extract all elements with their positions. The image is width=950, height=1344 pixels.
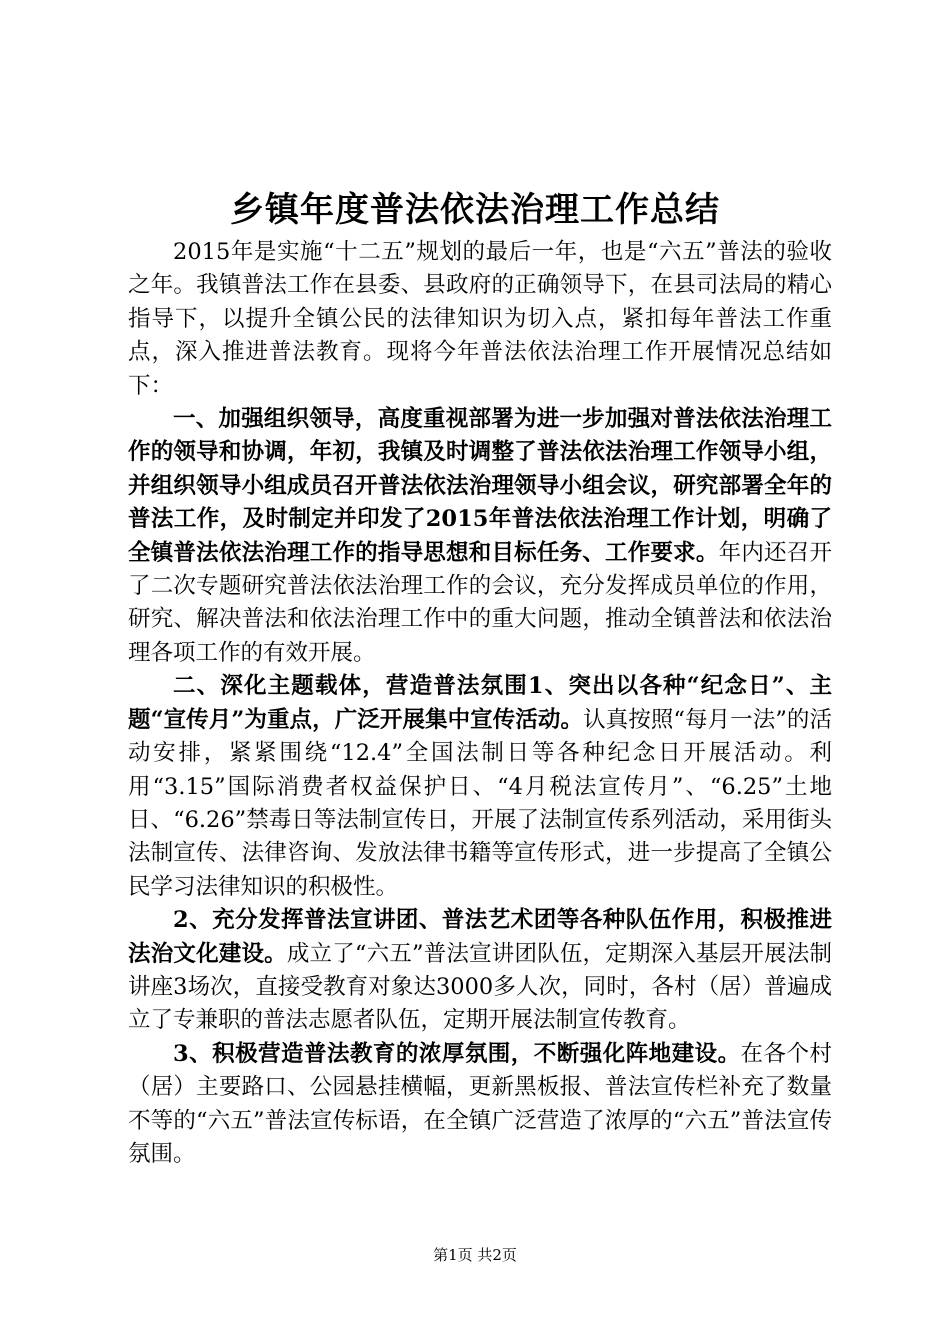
section-2-heading: 二、深化主题载体，营造普法氛围1、突出以各种“纪念日”、主题“宣传月”为重点，广泛开展集中宣传活动。: [128, 673, 832, 733]
section-1-body: 年内还召开了二次专题研究普法依法治理工作的会议，充分发挥成员单位的作用，研究、解决普法和依法治理工作中的重大问题，推动全镇普法和依法治理各项工作的有效开展。: [128, 539, 832, 666]
section-1-heading: 一、加强组织领导，高度重视部署为进一步加强对普法依法治理工作的领导和协调，年初，我镇及时调整了普法依法治理工作领导小组，并组织领导小组成员召开普法依法治理领导小组会议，研究部署全年的普法工作，及时制定并印发了2015年普法依法治理工作计划，明确了全镇普法依法治理工作的指导思想和目标任务、工作要求。: [128, 406, 832, 566]
item-2-paragraph: [128, 904, 832, 1038]
intro-paragraph: 2015年是实施“十二五”规划的最后一年，也是“六五”普法的验收之年。我镇普法工作在县委、县政府的正确领导下，在县司法局的精心指导下，以提升全镇公民的法律知识为切入点，紧扣每年普法工作重点，深入推进普法教育。现将今年普法依法治理工作开展情况总结如下：: [128, 239, 832, 399]
item-2-body: 成立了“六五”普法宣讲团队伍，定期深入基层开展法制讲座3场次，直接受教育对象达3000多人次，同时，各村（居）普遍成立了专兼职的普法志愿者队伍，定期开展法制宣传教育。: [128, 940, 832, 1034]
document-body: [128, 236, 832, 1171]
item-3-heading: 3、积极营造普法教育的浓厚氛围，不断强化阵地建设。: [173, 1040, 741, 1067]
section-1-paragraph: [128, 403, 832, 670]
page-footer: 第1页 共2页: [433, 1246, 517, 1264]
section-2-body: 认真按照“每月一法”的活动安排，紧紧围绕“12.4”全国法制日等各种纪念日开展活动。利用“3.15”国际消费者权益保护日、“4月税法宣传月”、“6.25”土地日、“6.26”禁毒日等法制宣传日，开展了法制宣传系列活动，采用街头法制宣传、法律咨询、发放法律书籍等宣传形式，进一步提高了全镇公民学习法律知识的积极性。: [128, 706, 832, 900]
section-2-paragraph: [128, 670, 832, 904]
document-title: 乡镇年度普法依法治理工作总结: [230, 190, 720, 230]
item-3-paragraph: [128, 1038, 832, 1172]
item-2-heading: 2、充分发挥普法宣讲团、普法艺术团等各种队伍作用，积极推进法治文化建设。: [128, 907, 832, 967]
item-3-body: 在各个村（居）主要路口、公园悬挂横幅，更新黑板报、普法宣传栏补充了数量不等的“六五”普法宣传标语，在全镇广泛营造了浓厚的“六五”普法宣传氛围。: [128, 1040, 832, 1167]
